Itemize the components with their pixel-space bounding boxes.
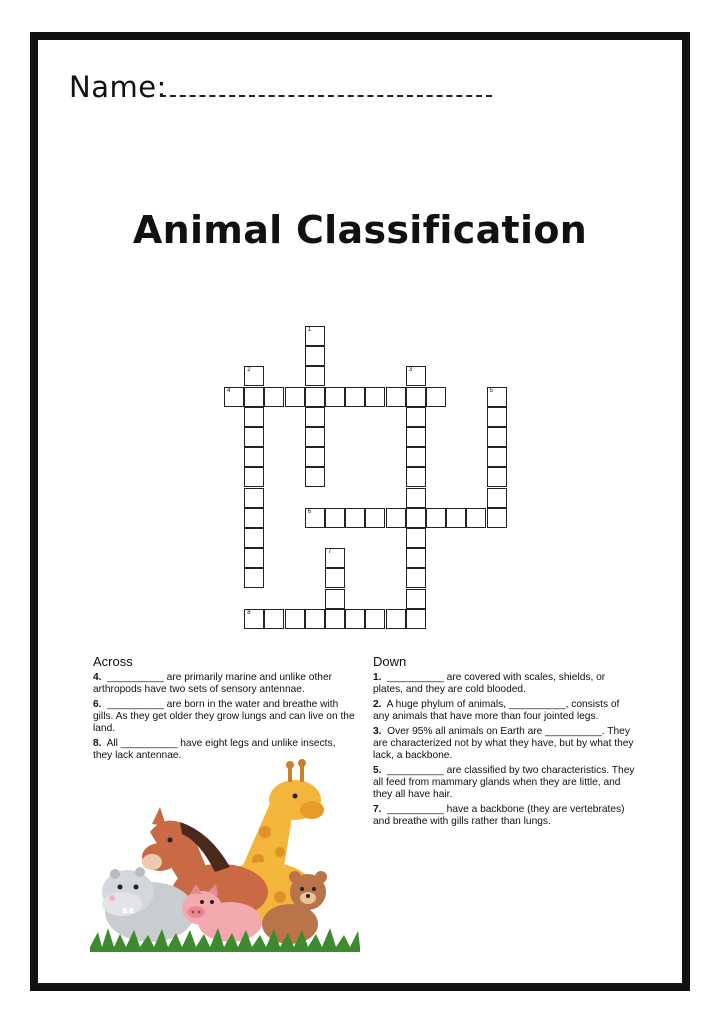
crossword-cell[interactable] — [406, 548, 426, 568]
crossword-cell[interactable] — [244, 387, 264, 407]
crossword-cell[interactable] — [406, 427, 426, 447]
crossword-cell[interactable] — [406, 447, 426, 467]
crossword-cell[interactable] — [406, 609, 426, 629]
crossword-cell[interactable] — [305, 366, 325, 386]
across-clues — [93, 654, 355, 765]
name-label: Name: — [69, 70, 167, 104]
crossword-cell[interactable] — [305, 609, 325, 629]
cell-number: 3 — [408, 367, 413, 374]
crossword-cell[interactable] — [487, 407, 507, 427]
crossword-cell[interactable] — [244, 609, 264, 629]
crossword-cell[interactable] — [325, 387, 345, 407]
crossword-cell[interactable] — [244, 366, 264, 386]
crossword-cell[interactable] — [244, 467, 264, 487]
crossword-cell[interactable] — [345, 609, 365, 629]
crossword-cell[interactable] — [426, 387, 446, 407]
crossword-cell[interactable] — [305, 508, 325, 528]
crossword-cell[interactable] — [446, 508, 466, 528]
crossword-cell[interactable] — [305, 427, 325, 447]
crossword-cell[interactable] — [365, 609, 385, 629]
crossword-cell[interactable] — [426, 508, 446, 528]
crossword-cell[interactable] — [244, 447, 264, 467]
cell-number: 8 — [247, 609, 251, 616]
cell-number: 2 — [247, 367, 251, 374]
crossword-cell[interactable] — [487, 427, 507, 447]
across-clue-6: 6. __________ are born in the water and breathe with gills. As they get older they grow lungs and can live on the land. — [93, 699, 355, 734]
across-clue-8: 8. All __________ have eight legs and unlike insects, they lack antennae. — [93, 738, 336, 761]
crossword-cell[interactable] — [487, 387, 507, 407]
across-heading: Across — [93, 654, 133, 669]
crossword-cell[interactable] — [325, 508, 345, 528]
crossword-cell[interactable] — [325, 568, 345, 588]
down-clue-5: 5. __________ are classified by two characteristics. They all feed from mammary glands when they are little, and they all have hair. — [373, 765, 635, 800]
cell-number: 4 — [227, 387, 231, 394]
crossword-cell[interactable] — [244, 407, 264, 427]
crossword-cell[interactable] — [406, 407, 426, 427]
down-clues — [373, 654, 635, 831]
down-clue-1: 1. __________ are covered with scales, shields, or plates, and they are cold blooded. — [373, 672, 606, 695]
cell-number: 5 — [489, 387, 493, 394]
animal-illustration — [90, 752, 360, 952]
crossword-cell[interactable] — [487, 467, 507, 487]
crossword-cell[interactable] — [305, 467, 325, 487]
crossword-cell[interactable] — [325, 589, 345, 609]
crossword-cell[interactable] — [285, 387, 305, 407]
crossword-cell[interactable] — [365, 508, 385, 528]
crossword-cell[interactable] — [466, 508, 486, 528]
down-clue-7: 7. __________ have a backbone (they are vertebrates) and breathe with gills rather than lungs. — [373, 804, 625, 827]
cell-number: 7 — [328, 549, 332, 556]
crossword-cell[interactable] — [406, 467, 426, 487]
cell-number: 1 — [307, 327, 312, 333]
crossword-cell[interactable] — [244, 528, 264, 548]
crossword-cell[interactable] — [244, 427, 264, 447]
crossword-cell[interactable] — [264, 609, 284, 629]
crossword-cell[interactable] — [305, 346, 325, 366]
crossword-cell[interactable] — [487, 508, 507, 528]
crossword-cell[interactable] — [244, 548, 264, 568]
down-clue-2: 2. A huge phylum of animals, __________, consists of any animals that have more than four jointed legs. — [373, 699, 620, 722]
down-clue-3: 3. Over 95% all animals on Earth are __________. They are characterized not by what they have, but by what they lack, a backbone. — [373, 726, 634, 761]
crossword-cell[interactable] — [244, 568, 264, 588]
crossword-cell[interactable] — [244, 488, 264, 508]
crossword-cell[interactable] — [406, 387, 426, 407]
crossword-cell[interactable] — [325, 548, 345, 568]
crossword-cell[interactable] — [365, 387, 385, 407]
crossword-cell[interactable] — [406, 366, 426, 386]
crossword-cell[interactable] — [386, 387, 406, 407]
worksheet-title: Animal Classification — [132, 208, 588, 252]
crossword-cell[interactable] — [224, 387, 244, 407]
crossword-cell[interactable] — [345, 508, 365, 528]
name-field-line[interactable] — [160, 95, 492, 97]
crossword-cell[interactable] — [305, 387, 325, 407]
crossword-cell[interactable] — [264, 387, 284, 407]
crossword-cell[interactable] — [386, 609, 406, 629]
crossword-cell[interactable] — [305, 407, 325, 427]
cell-number: 6 — [307, 508, 312, 515]
crossword-cell[interactable] — [406, 488, 426, 508]
crossword-cell[interactable] — [244, 508, 264, 528]
crossword-cell[interactable] — [487, 447, 507, 467]
crossword-cell[interactable] — [305, 326, 325, 346]
crossword-cell[interactable] — [345, 387, 365, 407]
crossword-cell[interactable] — [406, 589, 426, 609]
crossword-cell[interactable] — [285, 609, 305, 629]
crossword-cell[interactable] — [406, 528, 426, 548]
crossword-cell[interactable] — [305, 447, 325, 467]
crossword-cell[interactable] — [406, 568, 426, 588]
crossword-cell[interactable] — [325, 609, 345, 629]
across-clue-4: 4. __________ are primarily marine and unlike other arthropods have two sets of sensory antennae. — [93, 672, 332, 695]
crossword-cell[interactable] — [386, 508, 406, 528]
down-heading: Down — [373, 654, 407, 669]
crossword-cell[interactable] — [487, 488, 507, 508]
crossword-cell[interactable] — [406, 508, 426, 528]
